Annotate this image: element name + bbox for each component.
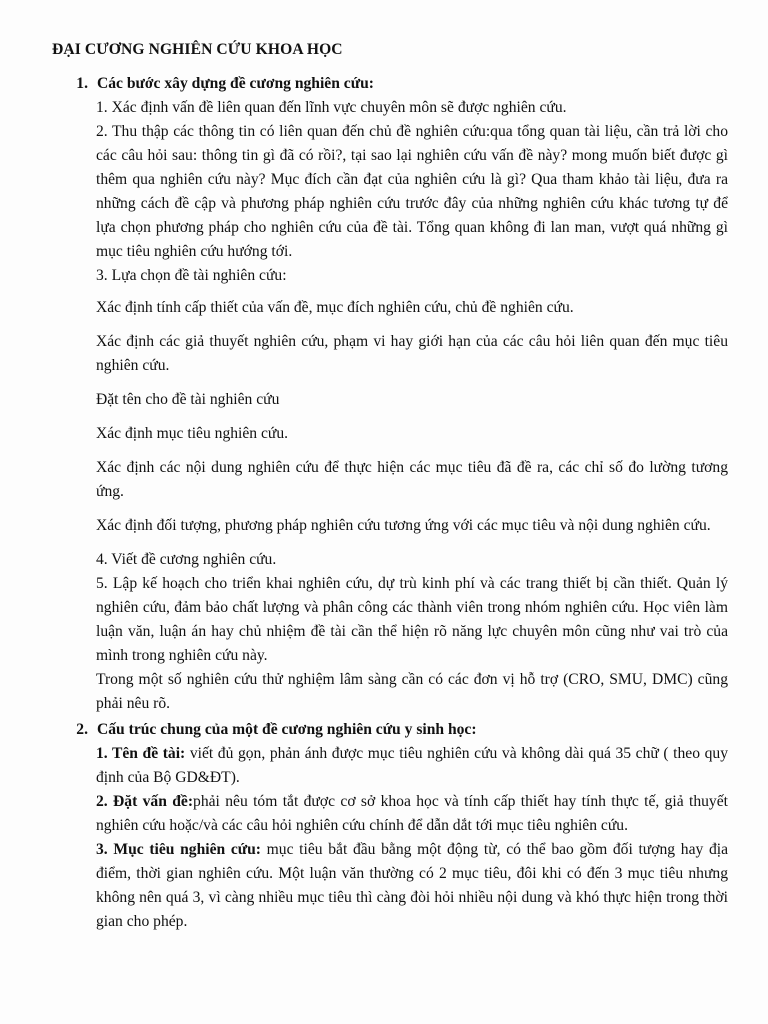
paragraph-step-3: 3. Lựa chọn đề tài nghiên cứu:: [96, 267, 287, 284]
item-topic-title: [96, 742, 728, 790]
item-label: 3. Mục tiêu nghiên cứu:: [96, 841, 261, 858]
paragraph-step-2: 2. Thu thập các thông tin có liên quan đến chủ đề nghiên cứu:qua tổng quan tài liệu, cần trả lời cho các câu hỏi sau: thông tin gì đã có rồi?, tại sao lại nghiên cứu vấn đề này? mong muốn biết được gì thêm qua nghiên cứu này? Mục đích cần đạt của nghiên cứu là gì? Qua tham khảo tài liệu, đưa ra những cách đề cập và phương pháp nghiên cứu trước đây của những nghiên cứu khác tương tự để lựa chọn phương pháp cho nghiên cứu của đề tài. Tổng quan không đi lan man, vượt quá những gì mục tiêu nghiên cứu hướng tới.: [96, 123, 728, 260]
document-body: [52, 38, 728, 934]
paragraph-step-1: 1. Xác định vấn đề liên quan đến lĩnh vực chuyên môn sẽ được nghiên cứu.: [96, 99, 567, 116]
item-label: 1. Tên đề tài:: [96, 745, 186, 762]
paragraph-subjects: Xác định đối tượng, phương pháp nghiên cứu tương ứng với các mục tiêu và nội dung nghiên cứu.: [96, 517, 711, 534]
section-number: 1.: [76, 75, 88, 92]
paragraph-step-5: 5. Lập kế hoạch cho triển khai nghiên cứu, dự trù kinh phí và các trang thiết bị cần thiết. Quản lý nghiên cứu, đảm bảo chất lượng và phân công các thành viên trong nhóm nghiên cứu. Học viên làm luận văn, luận án hay chủ nhiệm đề tài cần thể hiện rõ năng lực chuyên môn cũng như vai trò của mình trong nghiên cứu này.: [96, 575, 728, 664]
item-research-objectives: [96, 838, 728, 934]
item-text: mục tiêu bắt đầu bằng một động từ, có thể bao gồm đối tượng hay địa điểm, thời gian nghiên cứu. Một luận văn thường có 2 mục tiêu, đôi khi có đến 3 mục tiêu nhưng không nên quá 3, vì càng nhiều mục tiêu thì càng đòi hỏi nhiều nội dung và khó thực hiện trong thời gian cho phép.: [96, 841, 728, 930]
paragraph-hypotheses: Xác định các giả thuyết nghiên cứu, phạm vi hay giới hạn của các câu hỏi liên quan đến mục tiêu nghiên cứu.: [96, 333, 728, 374]
section-title: Các bước xây dựng đề cương nghiên cứu:: [97, 75, 374, 92]
paragraph-topic-name: Đặt tên cho đề tài nghiên cứu: [96, 391, 280, 408]
paragraph-step-4: 4. Viết đề cương nghiên cứu.: [96, 551, 277, 568]
document-title: ĐẠI CƯƠNG NGHIÊN CỨU KHOA HỌC: [52, 41, 343, 58]
paragraph-urgency: Xác định tính cấp thiết của vấn đề, mục đích nghiên cứu, chủ đề nghiên cứu.: [96, 299, 574, 316]
item-problem-statement: [96, 790, 728, 838]
section-steps: [52, 72, 728, 716]
section-structure: [52, 718, 728, 934]
item-text: viết đủ gọn, phản ánh được mục tiêu nghiên cứu và không dài quá 35 chữ ( theo quy định của Bộ GD&ĐT).: [96, 745, 728, 786]
section-content: [96, 96, 728, 716]
paragraph-clinical-support: Trong một số nghiên cứu thử nghiệm lâm sàng cần có các đơn vị hỗ trợ (CRO, SMU, DMC) cũng phải nêu rõ.: [96, 671, 728, 712]
paragraph-contents: Xác định các nội dung nghiên cứu để thực hiện các mục tiêu đã đề ra, các chỉ số đo lường tương ứng.: [96, 459, 728, 500]
section-content: [96, 742, 728, 934]
section-title: Cấu trúc chung của một đề cương nghiên cứu y sinh học:: [97, 721, 477, 738]
section-heading: [52, 718, 728, 742]
item-text: phải nêu tóm tắt được cơ sở khoa học và tính cấp thiết hay tính thực tế, giả thuyết nghiên cứu hoặc/và các câu hỏi nghiên cứu chính để dẫn dắt tới mục tiêu nghiên cứu.: [96, 793, 728, 834]
item-label: 2. Đặt vấn đề:: [96, 793, 194, 810]
section-number: 2.: [76, 721, 88, 738]
paragraph-objectives: Xác định mục tiêu nghiên cứu.: [96, 425, 289, 442]
section-heading: [52, 72, 728, 96]
